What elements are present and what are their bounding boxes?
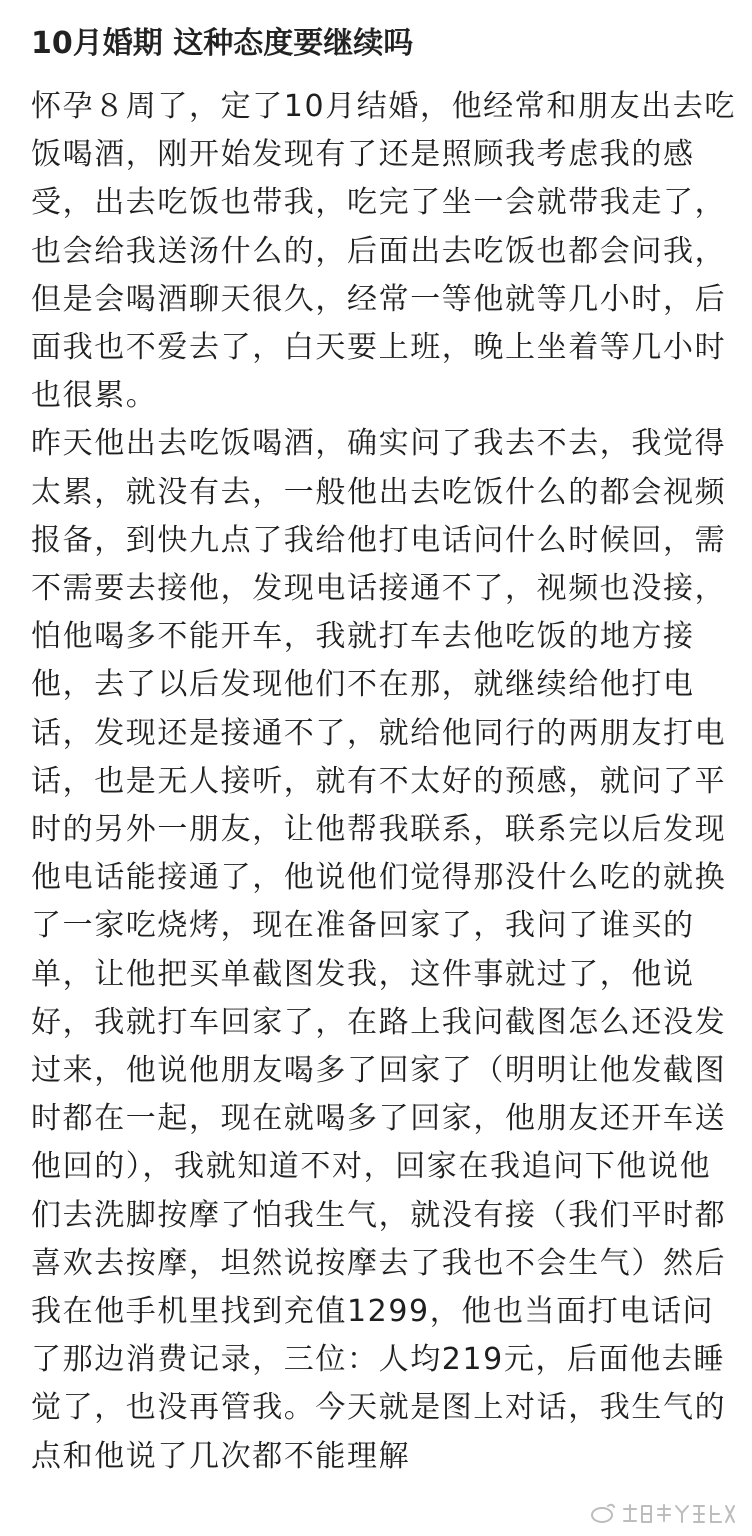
text-line: 也会给我送汤什么的，后面出去吃饭也都会问我， [31, 233, 727, 269]
paragraph-2 [31, 420, 731, 1480]
text-line: 好，我就打车回家了，在路上我问截图怎么还没发 [31, 1004, 727, 1040]
text-line: 们去洗脚按摩了怕我生气，就没有接（我们平时都 [31, 1197, 727, 1233]
text-line: 饭喝酒，刚开始发现有了还是照顾我考虑我的感 [31, 137, 695, 173]
paragraph-1 [31, 83, 736, 420]
text-line: 点和他说了几次都不能理解 [31, 1438, 411, 1474]
text-line: 觉了，也没再管我。今天就是图上对话，我生气的 [31, 1390, 727, 1426]
text-line: 他回的），我就知道不对，回家在我追问下他说他 [31, 1149, 712, 1185]
text-line: 不需要去接他，发现电话接通不了，视频也没接， [31, 571, 727, 607]
text-line: 受，出去吃饭也带我，吃完了坐一会就带我走了， [31, 185, 727, 221]
text-line: 时都在一起，现在就喝多了回家，他朋友还开车送 [31, 1101, 727, 1137]
text-line: 我在他手机里找到充值1299，他也当面打电话问 [31, 1294, 715, 1330]
text-line: 他，去了以后发现他们不在那，就继续给他打电 [31, 667, 695, 703]
post-body [31, 83, 736, 1481]
text-line: 话，发现还是接通不了，就给他同行的两朋友打电 [31, 715, 727, 751]
text-line: 单，让他把买单截图发我，这件事就过了，他说 [31, 956, 695, 992]
text-line: 也很累。 [31, 378, 158, 414]
text-line: 太累，就没有去，一般他出去吃饭什么的都会视频 [31, 474, 727, 510]
text-line: 他电话能接通了，他说他们觉得那没什么吃的就换 [31, 860, 727, 896]
text-line: 怀孕８周了，定了10月结婚，他经常和朋友出去吃 [31, 89, 736, 124]
text-line: 报备，到快九点了我给他打电话问什么时候回，需 [31, 522, 727, 558]
text-line: 面我也不爱去了，白天要上班，晚上坐着等几小时 [31, 330, 727, 366]
text-line: 话，也是无人接听，就有不太好的预感，就问了平 [31, 763, 727, 799]
post-title: 10月婚期 这种态度要继续吗 [31, 26, 414, 61]
text-line: 了那边消费记录，三位：人均219元，后面他去睡 [31, 1342, 726, 1378]
watermark-logo-icon [588, 1500, 738, 1526]
text-line: 但是会喝酒聊天很久，经常一等他就等几小时，后 [31, 281, 727, 317]
text-line: 昨天他出去吃饭喝酒，确实问了我去不去，我觉得 [31, 426, 727, 462]
text-line: 时的另外一朋友，让他帮我联系，联系完以后发现 [31, 812, 727, 848]
text-line: 喜欢去按摩，坦然说按摩去了我也不会生气）然后 [31, 1245, 727, 1281]
text-line: 怕他喝多不能开车，我就打车去他吃饭的地方接 [31, 619, 695, 655]
text-line: 过来，他说他朋友喝多了回家了（明明让他发截图 [31, 1053, 727, 1089]
text-line: 了一家吃烧烤，现在准备回家了，我问了谁买的 [31, 908, 695, 944]
